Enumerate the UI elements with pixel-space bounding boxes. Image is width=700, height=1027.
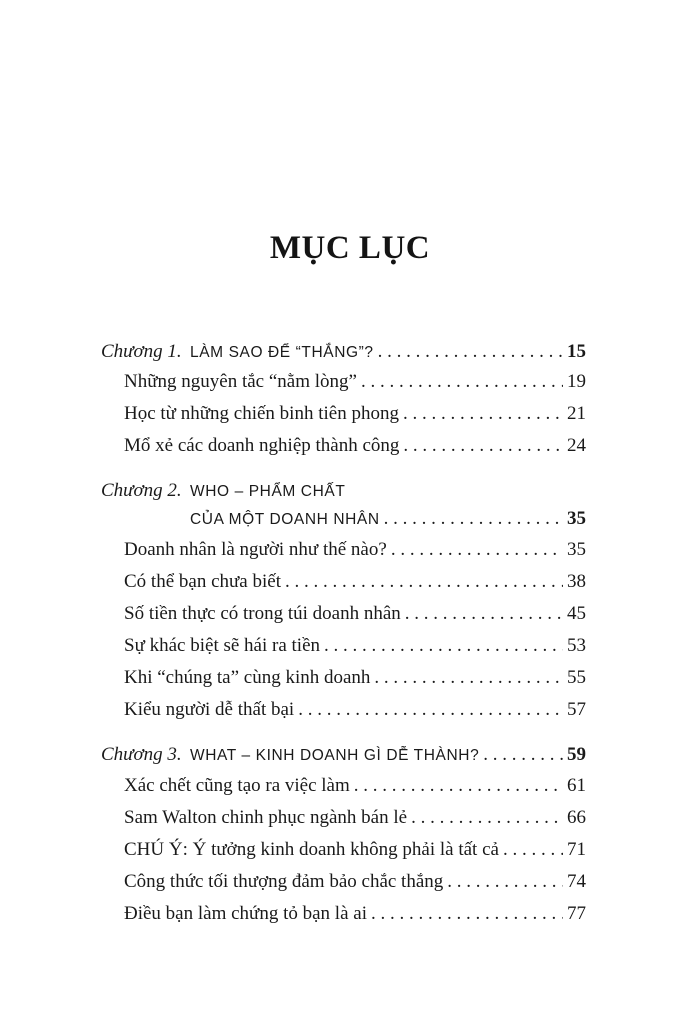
dot-leader (403, 433, 563, 459)
section-entry[interactable] (124, 665, 586, 691)
chapter-1-prefix: Chương 1. (101, 341, 182, 362)
page-title: MỤC LỤC (269, 230, 431, 266)
chapter-3-entry[interactable] (101, 742, 586, 768)
chapter-2-prefix: Chương 2. (101, 480, 182, 501)
chapter-2-page: 35 (567, 508, 586, 529)
section-page: 38 (567, 571, 586, 592)
section-page: 35 (567, 539, 586, 560)
dot-leader (405, 601, 563, 627)
chapter-1-entry[interactable] (101, 339, 586, 365)
section-title: Những nguyên tắc “nằm lòng” (124, 371, 357, 392)
section-title: CHÚ Ý: Ý tưởng kinh doanh không phải là tất cả (124, 839, 499, 860)
section-title: Kiểu người dễ thất bại (124, 699, 295, 720)
dot-leader (298, 697, 563, 723)
section-page: 21 (567, 403, 586, 424)
section-entry[interactable] (124, 601, 586, 627)
section-title: Công thức tối thượng đảm bảo chắc thắng (124, 871, 444, 892)
section-title: Khi “chúng ta” cùng kinh doanh (124, 667, 371, 688)
section-page: 45 (567, 603, 586, 624)
section-entry[interactable] (124, 369, 586, 395)
section-title: Điều bạn làm chứng tỏ bạn là ai (124, 903, 367, 924)
section-entry[interactable] (124, 869, 586, 895)
section-page: 57 (567, 699, 586, 720)
chapter-3-prefix: Chương 3. (101, 744, 182, 765)
chapter-1-page: 15 (567, 341, 586, 362)
dot-leader (447, 869, 563, 895)
section-entry[interactable] (124, 773, 586, 799)
dot-leader (374, 665, 563, 691)
section-entry[interactable] (124, 837, 586, 863)
section-page: 66 (567, 807, 586, 828)
section-page: 24 (567, 435, 586, 456)
section-page: 71 (567, 839, 586, 860)
chapter-3-title: WHAT – KINH DOANH GÌ DỄ THÀNH? (190, 747, 480, 764)
section-title: Sam Walton chinh phục ngành bán lẻ (124, 807, 408, 828)
section-entry[interactable] (124, 901, 586, 927)
section-entry[interactable] (124, 805, 586, 831)
section-entry[interactable] (124, 401, 586, 427)
section-page: 74 (567, 871, 586, 892)
section-title: Doanh nhân là người như thế nào? (124, 539, 387, 560)
section-page: 61 (567, 775, 586, 796)
section-title: Số tiền thực có trong túi doanh nhân (124, 603, 401, 624)
section-title: Học từ những chiến binh tiên phong (124, 403, 399, 424)
section-page: 55 (567, 667, 586, 688)
chapter-2-title-line2: CỦA MỘT DOANH NHÂN (190, 511, 380, 528)
section-entry[interactable] (124, 633, 586, 659)
section-entry[interactable] (124, 569, 586, 595)
chapter-2-entry-cont[interactable] (190, 506, 586, 532)
dot-leader (391, 537, 563, 563)
section-title: Có thể bạn chưa biết (124, 571, 281, 592)
dot-leader (285, 569, 563, 595)
section-title: Mổ xẻ các doanh nghiệp thành công (124, 435, 400, 456)
section-entry[interactable] (124, 433, 586, 459)
chapter-3-page: 59 (567, 744, 586, 765)
dot-leader (503, 837, 563, 863)
chapter-2-entry[interactable] (101, 478, 586, 504)
section-entry[interactable] (124, 537, 586, 563)
section-page: 19 (567, 371, 586, 392)
section-title: Xác chết cũng tạo ra việc làm (124, 775, 350, 796)
dot-leader (411, 805, 563, 831)
section-page: 53 (567, 635, 586, 656)
dot-leader (378, 339, 563, 365)
dot-leader (403, 401, 563, 427)
section-title: Sự khác biệt sẽ hái ra tiền (124, 635, 321, 656)
dot-leader (483, 742, 563, 768)
chapter-2-title-line1: WHO – PHẨM CHẤT (190, 483, 346, 500)
section-page: 77 (567, 903, 586, 924)
dot-leader (371, 901, 563, 927)
dot-leader (354, 773, 563, 799)
dot-leader (384, 506, 563, 532)
chapter-1-title: LÀM SAO ĐỂ “THẮNG”? (190, 344, 374, 361)
dot-leader (361, 369, 563, 395)
dot-leader (324, 633, 563, 659)
section-entry[interactable] (124, 697, 586, 723)
